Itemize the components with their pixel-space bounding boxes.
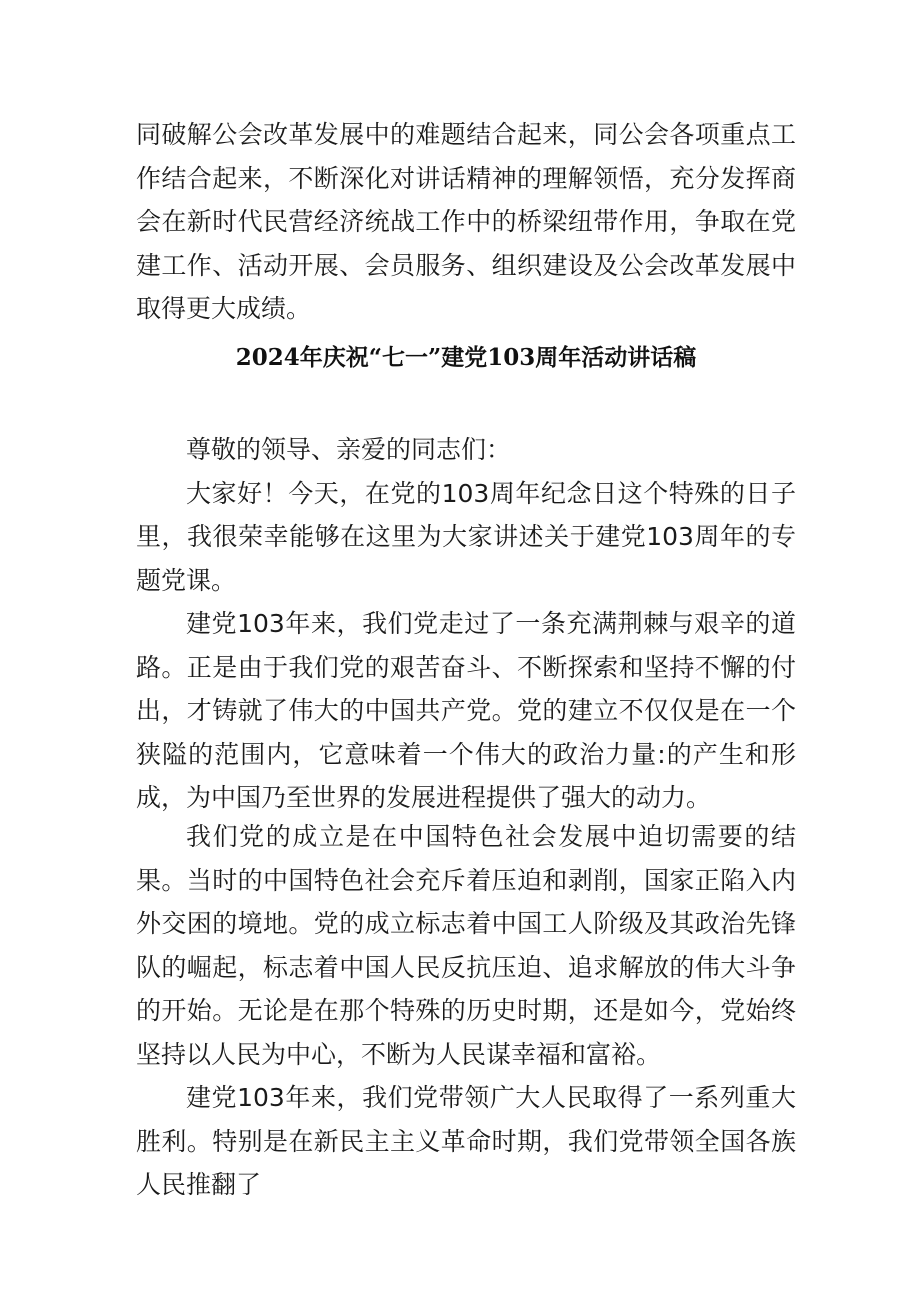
body-paragraph-1: 大家好！今天，在党的103周年纪念日这个特殊的日子里，我很荣幸能够在这里为大家讲述关于建党103周年的专题党课。 (136, 478, 796, 595)
intro-paragraph: 同破解公会改革发展中的难题结合起来，同公会各项重点工作结合起来，不断深化对讲话精神的理解领悟，充分发挥商会在新时代民营经济统战工作中的桥梁纽带作用，争取在党建工作、活动开展、会员服务、组织建设及公会改革发展中取得更大成绩。 (136, 120, 796, 323)
intro-section (136, 113, 796, 331)
body-paragraph-3: 我们党的成立是在中国特色社会发展中迫切需要的结果。当时的中国特色社会充斥着压迫和剥削，国家正陷入内外交困的境地。党的成立标志着中国工人阶级及其政治先锋队的崛起，标志着中国人民反抗压迫、追求解放的伟大斗争的开始。无论是在那个特殊的历史时期，还是如今，党始终坚持以人民为中心，不断为人民谋幸福和富裕。 (136, 822, 796, 1069)
body-paragraph-4: 建党103年来，我们党带领广大人民取得了一系列重大胜利。特别是在新民主主义革命时期，我们党带领全国各族人民推翻了 (136, 1083, 796, 1199)
body-paragraph-2: 建党103年来，我们党走过了一条充满荆棘与艰辛的道路。正是由于我们党的艰苦奋斗、不断探索和坚持不懈的付出，才铸就了伟大的中国共产党。党的建立不仅仅是在一个狭隘的范围内，它意味着一个伟大的政治力量:的产生和形成，为中国乃至世界的发展进程提供了强大的动力。 (136, 609, 796, 812)
salutation: 尊敬的领导、亲爱的同志们： (186, 435, 512, 464)
speech-body-part-2 (136, 815, 796, 1207)
speech-body-part-1 (136, 428, 796, 820)
document-title: 2024年庆祝“七一”建党103周年活动讲话稿 (235, 344, 697, 371)
